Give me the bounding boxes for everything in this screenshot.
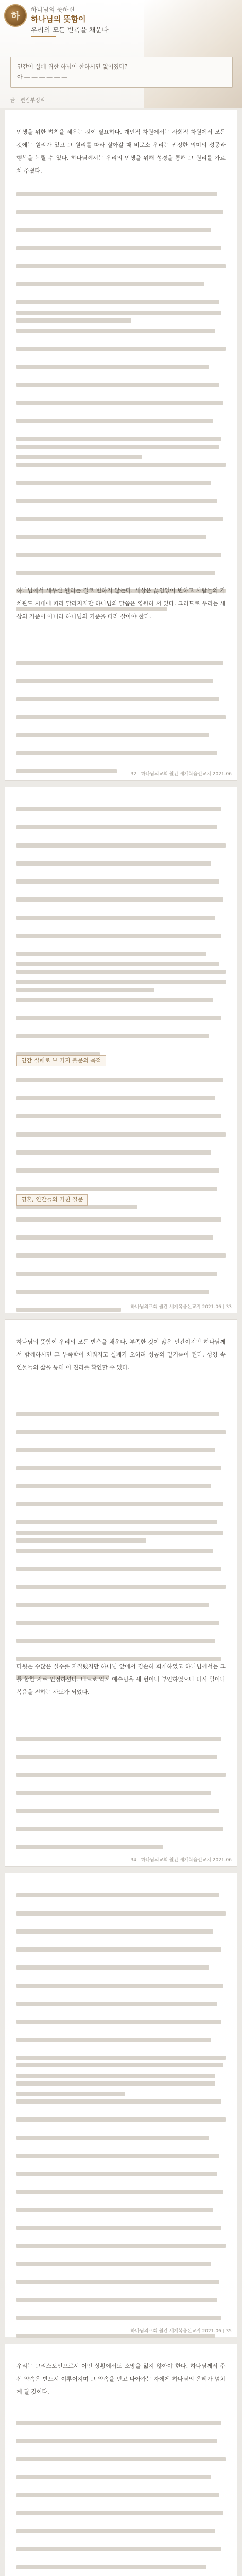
header-decoration	[144, 0, 242, 108]
page-footer: 34 | 하나님의교회 월간 세계복음선교지 2021.06	[130, 1858, 232, 1863]
text-block	[16, 656, 226, 783]
paragraph: 하나님의 뜻함이 우리의 모든 반측을 채운다. 부족한 것이 많은 인간이지만 하나님께서 함께하시면 그 부족함이 채워지고 실패가 오히려 성공의 밑거름이 된다. 성경 속 인물들의 삶을 통해 이 진리를 확인할 수 있다.	[16, 1338, 226, 1371]
page-panel-2	[5, 787, 237, 1313]
paragraph: 다윗은 수많은 실수를 저질렀지만 하나님 앞에서 겸손히 회개하였고 하나님께서는 그를 합한 자로 인정하셨다. 베드로 역시 예수님을 세 번이나 부인하였으나 다시 일어나 복음을 전하는 사도가 되었다.	[16, 1663, 226, 1696]
text-block	[16, 1732, 226, 1858]
byline: 글 · 편집부정리	[10, 98, 45, 104]
page-panel-1	[5, 110, 237, 780]
page-footer: 하나님의교회 월간 세계복음선교지 2021.06 | 35	[130, 2329, 232, 2334]
header-kicker: 하나님의 뜻하신	[31, 6, 75, 13]
paragraph: 우리는 그리스도인으로서 어떤 상황에서도 소망을 잃지 않아야 한다. 하나님께서 주신 약속은 반드시 이루어지며 그 약속을 믿고 나아가는 자에게 하나님의 은혜가 넘치게 될 것이다.	[16, 2363, 226, 2395]
section-heading: 영혼, 인간들의 거친 질문	[16, 1194, 88, 1206]
text-block	[16, 2416, 226, 2576]
article-header	[0, 0, 242, 108]
page-panel-4	[5, 1873, 237, 2337]
logo-emblem	[4, 4, 27, 27]
logo-char: 하	[11, 11, 20, 22]
summary-box	[10, 57, 233, 88]
section-heading: 인간 실패로 보 거지 불문의 목적	[16, 1055, 106, 1066]
page-panel-3	[5, 1320, 237, 1866]
paragraph: 인생을 위한 법칙을 세우는 것이 필요하다. 개인적 차원에서는 사회적 차원에서 모든 것에는 원리가 있고 그 원리를 따라 살아갈 때 비로소 우리는 진정한 의미의 성공과 행복을 누릴 수 있다. 하나님께서는 우리의 인생을 위해 성경을 통해 그 원리를 가르쳐 주셨다.	[16, 129, 226, 174]
summary-line-1: 인간이 실패 위한 하님이 한하시면 없어졌다?	[17, 63, 128, 70]
paragraph: 하나님께서 세우신 원리는 결코 변하지 않는다. 세상은 끊임없이 변하고 사람들의 가치관도 시대에 따라 달라지지만 하나님의 말씀은 영원히 서 있다. 그러므로 우리는 세상의 기준이 아니라 하나님의 기준을 따라 살아야 한다.	[16, 587, 226, 620]
page-footer: 32 | 하나님의교회 월간 세계복음선교지 2021.06	[130, 772, 232, 777]
page-subtitle: 우리의 모든 반측을 채운다	[31, 27, 109, 35]
page-panel-5	[5, 2344, 237, 2576]
text-block	[16, 957, 226, 1065]
summary-line-2: 아 ― ― ― ― ― ―	[17, 74, 67, 80]
title-rule	[31, 36, 56, 37]
page-title: 하나님의 뜻함이	[31, 14, 86, 24]
page-footer: 하나님의교회 월간 세계복음선교지 2021.06 | 33	[130, 1304, 232, 1310]
